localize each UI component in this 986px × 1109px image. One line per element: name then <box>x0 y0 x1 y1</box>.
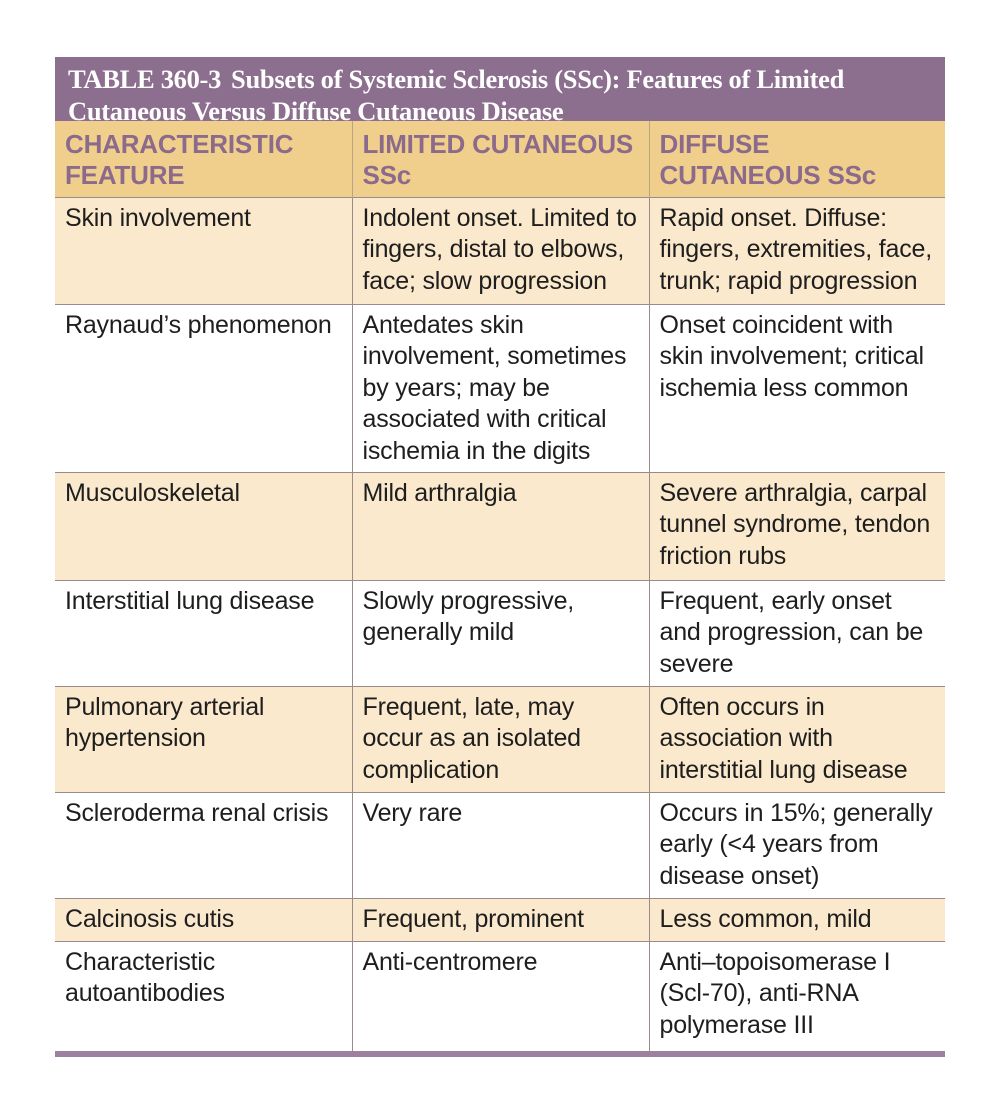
table-row <box>55 580 945 686</box>
table-row <box>55 898 945 941</box>
limited-cell: Frequent, late, may occur as an isolated complication <box>352 686 649 792</box>
limited-cell: Frequent, prominent <box>352 898 649 941</box>
diffuse-cell: Rapid onset. Diffuse: fingers, extremities, face, trunk; rapid progression <box>649 197 945 304</box>
limited-cell: Mild arthralgia <box>352 472 649 580</box>
table-row <box>55 792 945 898</box>
column-header-limited: LIMITED CUTANEOUS SSc <box>352 121 649 197</box>
data-table-container <box>55 57 945 1057</box>
diffuse-cell: Occurs in 15%; generally early (<4 years from disease onset) <box>649 792 945 898</box>
diffuse-cell: Frequent, early onset and progression, can be severe <box>649 580 945 686</box>
column-header-diffuse: DIFFUSE CUTANEOUS SSc <box>649 121 945 197</box>
table-row <box>55 197 945 304</box>
feature-cell: Musculoskeletal <box>55 472 352 580</box>
table-title <box>55 57 945 126</box>
diffuse-cell: Often occurs in association with interstitial lung disease <box>649 686 945 792</box>
diffuse-cell: Less common, mild <box>649 898 945 941</box>
table-number: TABLE 360-3 <box>68 64 222 94</box>
features-table <box>55 121 945 1051</box>
table-row <box>55 304 945 472</box>
header-row <box>55 121 945 197</box>
diffuse-cell: Onset coincident with skin involvement; critical ischemia less common <box>649 304 945 472</box>
limited-cell: Very rare <box>352 792 649 898</box>
feature-cell: Raynaud’s phenomenon <box>55 304 352 472</box>
feature-cell: Scleroderma renal crisis <box>55 792 352 898</box>
feature-cell: Skin involvement <box>55 197 352 304</box>
limited-cell: Indolent onset. Limited to fingers, distal to elbows, face; slow progression <box>352 197 649 304</box>
feature-cell: Calcinosis cutis <box>55 898 352 941</box>
table-bottom-rule <box>55 1051 945 1057</box>
table-title-text: Subsets of Systemic Sclerosis (SSc): Features of Limited Cutaneous Versus Diffuse Cutaneous Disease <box>68 64 845 126</box>
table-row <box>55 686 945 792</box>
limited-cell: Antedates skin involvement, sometimes by years; may be associated with critical ischemia in the digits <box>352 304 649 472</box>
table-row <box>55 472 945 580</box>
diffuse-cell: Severe arthralgia, carpal tunnel syndrome, tendon friction rubs <box>649 472 945 580</box>
table-row <box>55 941 945 1051</box>
limited-cell: Slowly progressive, generally mild <box>352 580 649 686</box>
diffuse-cell: Anti–topoisomerase I (Scl-70), anti-RNA polymerase III <box>649 941 945 1051</box>
feature-cell: Pulmonary arterial hypertension <box>55 686 352 792</box>
limited-cell: Anti-centromere <box>352 941 649 1051</box>
feature-cell: Interstitial lung disease <box>55 580 352 686</box>
feature-cell: Characteristic autoantibodies <box>55 941 352 1051</box>
column-header-feature: CHARACTERISTIC FEATURE <box>55 121 352 197</box>
